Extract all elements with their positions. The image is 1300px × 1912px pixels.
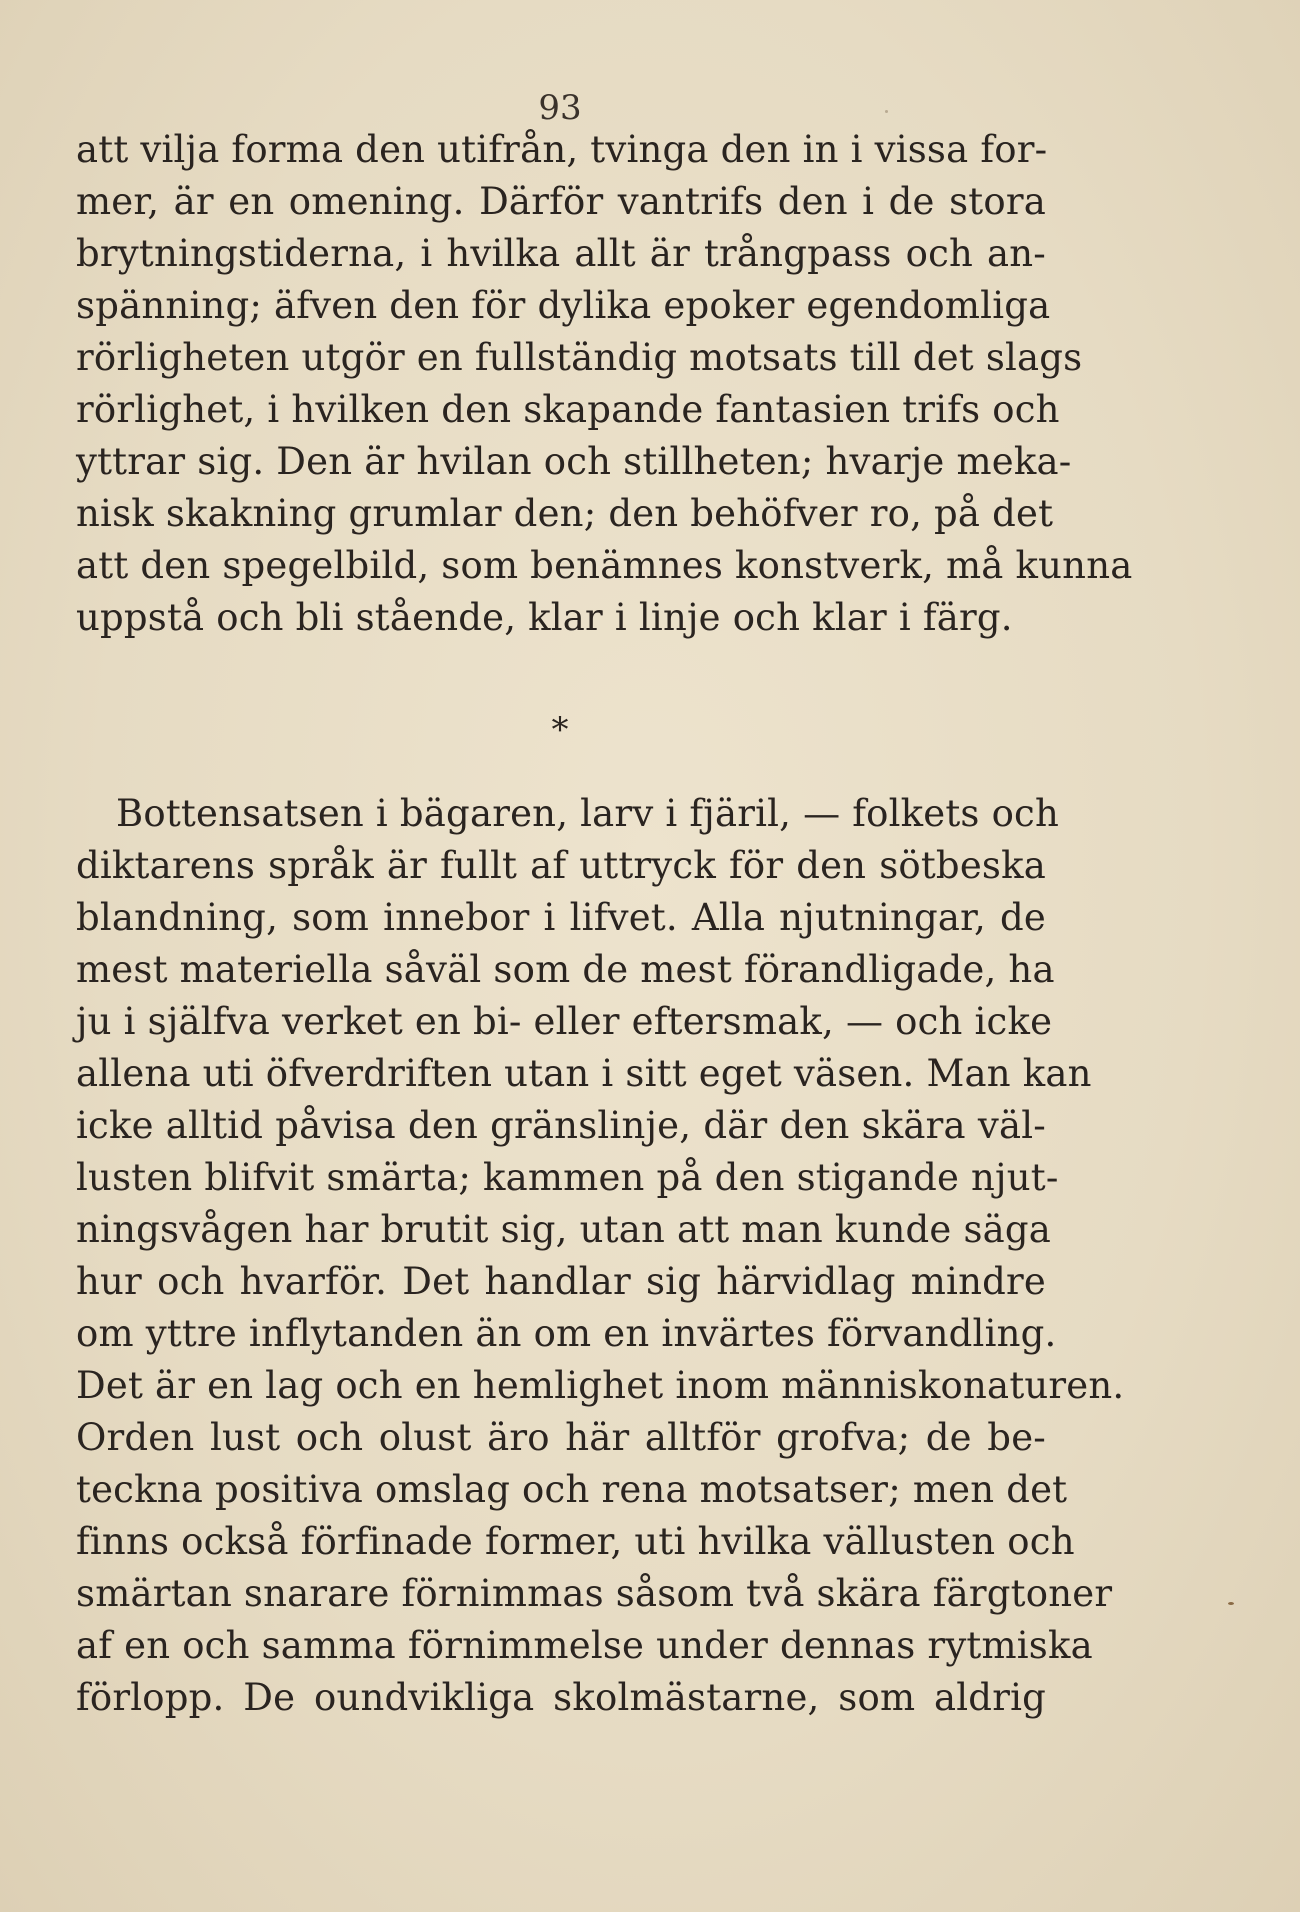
text-line: ningsvågen har brutit sig, utan att man kunde säga (76, 1208, 1052, 1251)
text-line: blandning, som innebor i lifvet. Alla njutningar, de (76, 896, 1046, 939)
paper-speck (1228, 1602, 1234, 1605)
text-line: uppstå och bli stående, klar i linje och klar i färg. (76, 596, 1013, 639)
text-line: rörlighet, i hvilken den skapande fantasien trifs och (76, 388, 1060, 431)
text-line: mest materiella såväl som de mest förandligade, ha (76, 948, 1055, 991)
text-line: icke alltid påvisa den gränslinje, där den skära väl- (76, 1104, 1046, 1147)
page-number: 93 (538, 88, 582, 128)
section-separator: * (551, 710, 569, 750)
text-line: finns också förfinade former, uti hvilka vällusten och (76, 1520, 1075, 1563)
text-line: yttrar sig. Den är hvilan och stillheten; hvarje meka- (76, 440, 1072, 483)
text-line: Bottensatsen i bägaren, larv i fjäril, — folkets och (116, 792, 1060, 835)
text-line: allena uti öfverdriften utan i sitt eget väsen. Man kan (76, 1052, 1092, 1095)
text-line: förlopp. De oundvikliga skolmästarne, som aldrig (76, 1676, 1046, 1719)
text-line: mer, är en omening. Därför vantrifs den i de stora (76, 180, 1046, 223)
text-line: Orden lust och olust äro här alltför grofva; de be- (76, 1416, 1046, 1459)
text-line: lusten blifvit smärta; kammen på den stigande njut- (76, 1156, 1059, 1199)
paper-speck (885, 110, 888, 113)
text-line: smärtan snarare förnimmas såsom två skära färgtoner (76, 1572, 1113, 1615)
text-line: ju i själfva verket en bi- eller eftersmak, — och icke (76, 1000, 1053, 1043)
text-line: hur och hvarför. Det handlar sig härvidlag mindre (76, 1260, 1046, 1303)
text-line: diktarens språk är fullt af uttryck för den sötbeska (76, 844, 1046, 887)
text-line: att den spegelbild, som benämnes konstverk, må kunna (76, 544, 1133, 587)
text-line: teckna positiva omslag och rena motsatser; men det (76, 1468, 1068, 1511)
text-line: om yttre inflytanden än om en invärtes förvandling. (76, 1312, 1057, 1355)
text-line: af en och samma förnimmelse under dennas rytmiska (76, 1624, 1093, 1667)
text-line: rörligheten utgör en fullständig motsats till det slags (76, 336, 1083, 379)
text-line: Det är en lag och en hemlighet inom människonaturen. (76, 1364, 1125, 1407)
text-line: att vilja forma den utifrån, tvinga den in i vissa for- (76, 128, 1048, 171)
text-line: spänning; äfven den för dylika epoker egendomliga (76, 284, 1051, 327)
text-line: brytningstiderna, i hvilka allt är trångpass och an- (76, 232, 1046, 275)
text-line: nisk skakning grumlar den; den behöfver ro, på det (76, 492, 1054, 535)
